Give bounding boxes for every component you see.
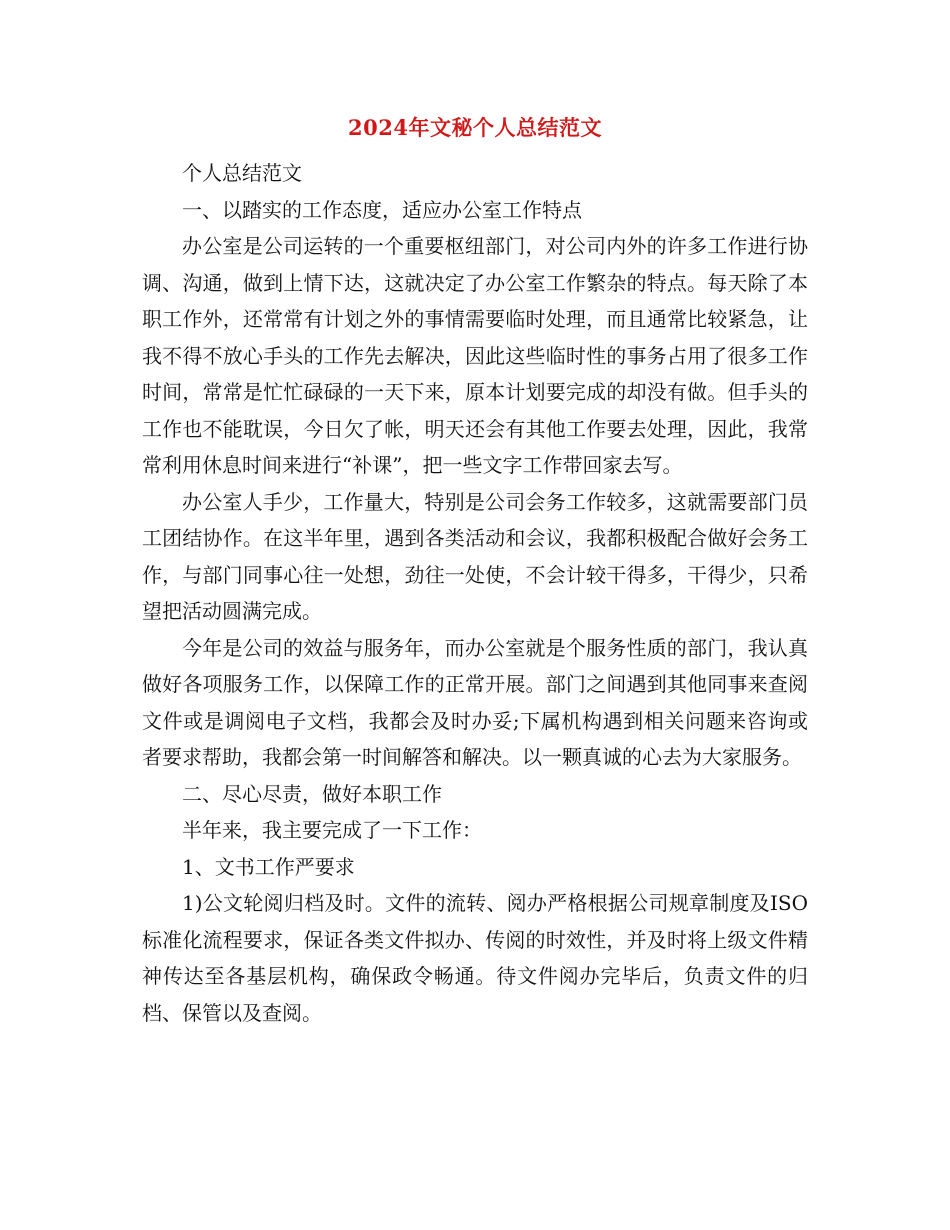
paragraph-subtitle: 个人总结范文 — [182, 161, 302, 185]
document-title: 2024年文秘个人总结范文 — [348, 115, 602, 140]
paragraph-heading-2: 二、尽心尽责，做好本职工作 — [182, 781, 442, 806]
paragraph-work-intro: 半年来，我主要完成了一下工作： — [182, 818, 482, 842]
paragraph-heading-1: 一、以踏实的工作态度，适应办公室工作特点 — [182, 197, 582, 222]
paragraph-office-characteristics: 办公室是公司运转的一个重要枢纽部门，对公司内外的许多工作进行协调、沟通，做到上情下达，这就决定了办公室工作繁杂的特点。每天除了本职工作外，还常常有计划之外的事情需要临时处理，而且通常比较紧急，让我不得不放心手头的工作先去解决，因此这些临时性的事务占用了很多工作时间，常常是忙忙碌碌的一天下来，原本计划要完成的却没有做。但手头的工作也不能耽误，今日欠了帐，明天还会有其他工作要去处理，因此，我常常利用休息时间来进行“补课”，把一些文字工作带回家去写。 — [142, 234, 808, 477]
paragraph-teamwork: 办公室人手少，工作量大，特别是公司会务工作较多，这就需要部门员工团结协作。在这半年里，遇到各类活动和会议，我都积极配合做好会务工作，与部门同事心往一处想，劲往一处使，不会计较干得多，干得少，只希望把活动圆满完成。 — [142, 489, 808, 623]
paragraph-document-archive: 1)公文轮阅归档及时。文件的流转、阅办严格根据公司规章制度及ISO标准化流程要求，保证各类文件拟办、传阅的时效性，并及时将上级文件精神传达至各基层机构，确保政令畅通。待文件阅办完毕后，负责文件的归档、保管以及查阅。 — [142, 891, 808, 1025]
paragraph-subheading-1: 1、文书工作严要求 — [182, 854, 355, 879]
document-body — [142, 155, 808, 1031]
paragraph-service: 今年是公司的效益与服务年，而办公室就是个服务性质的部门，我认真做好各项服务工作，以保障工作的正常开展。部门之间遇到其他同事来查阅文件或是调阅电子文档，我都会及时办妥;下属机构遇到相关问题来咨询或者要求帮助，我都会第一时间解答和解决。以一颗真诚的心去为大家服务。 — [142, 635, 808, 769]
